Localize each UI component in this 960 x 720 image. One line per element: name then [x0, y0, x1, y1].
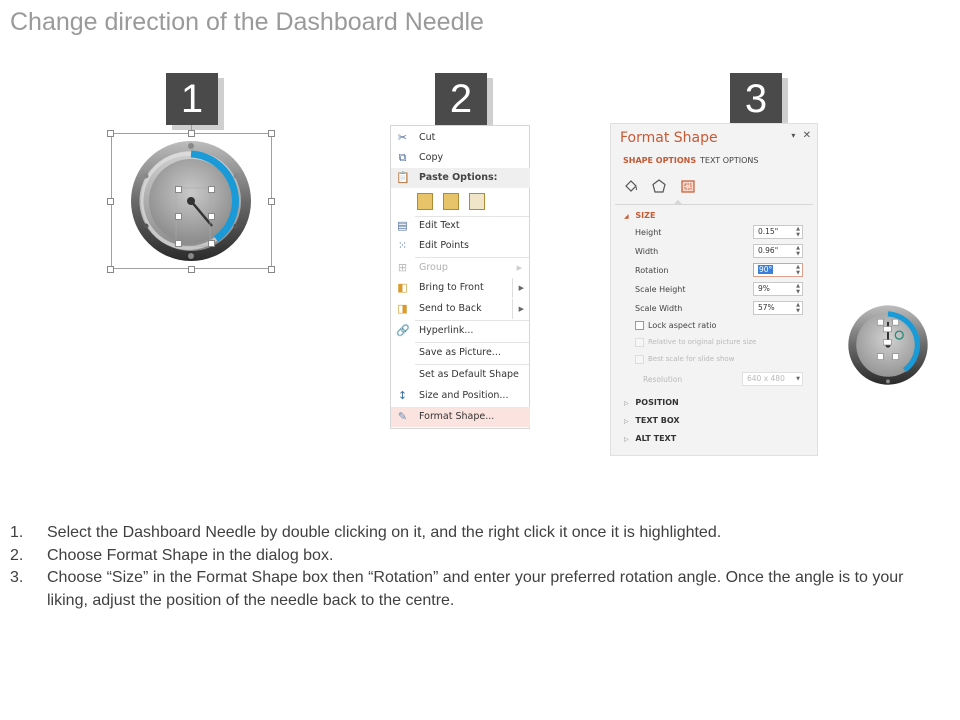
pane-controls: [791, 130, 811, 141]
menu-item-save-as-picture[interactable]: [391, 343, 530, 363]
section-text-box-header[interactable]: [624, 416, 680, 425]
paste-use-destination-icon[interactable]: [443, 193, 459, 210]
width-label: Width: [635, 247, 659, 256]
pane-options-dropdown-icon[interactable]: ▾: [791, 131, 796, 140]
menu-item-edit-text[interactable]: [391, 216, 530, 236]
step-badge-1: 1: [166, 73, 218, 125]
height-input[interactable]: [753, 225, 803, 239]
best-scale-label: Best scale for slide show: [648, 355, 735, 363]
resize-handle-e[interactable]: [268, 198, 275, 205]
resize-handle-se[interactable]: [268, 266, 275, 273]
hyperlink-icon: 🔗: [396, 324, 410, 337]
gauge-rotated-result-icon: [845, 302, 931, 388]
menu-item-label: Size and Position...: [419, 390, 509, 401]
effects-pentagon-icon[interactable]: [651, 178, 667, 194]
instruction-item: [10, 522, 940, 545]
resolution-dropdown[interactable]: [742, 372, 803, 386]
menu-item-send-to-back[interactable]: [391, 299, 530, 319]
needle-handle[interactable]: [175, 213, 182, 220]
section-alt-text-header[interactable]: [624, 434, 676, 443]
resize-handle-sw[interactable]: [107, 266, 114, 273]
resize-handle-s[interactable]: [188, 266, 195, 273]
spinner-arrows-icon[interactable]: ▲ ▼: [796, 264, 800, 276]
resize-handle-ne[interactable]: [268, 130, 275, 137]
collapse-icon: ◢: [624, 213, 629, 220]
instruction-text: Select the Dashboard Needle by double clicking on it, and the right click it once it is highlighted.: [47, 524, 722, 541]
send-to-back-icon: ◨: [397, 302, 408, 315]
menu-item-set-default-shape[interactable]: [391, 365, 530, 385]
resize-handle-n[interactable]: [188, 130, 195, 137]
menu-item-cut[interactable]: [391, 128, 530, 148]
menu-item-group[interactable]: [391, 258, 530, 278]
instruction-text: Choose “Size” in the Format Shape box then “Rotation” and enter your preferred rotation angle. Once the angle is to your liking, adjust the position of the needle back to the centre.: [47, 569, 904, 609]
chevron-down-icon: ▼: [796, 376, 800, 382]
menu-item-format-shape[interactable]: [391, 407, 530, 427]
resize-handle-nw[interactable]: [107, 130, 114, 137]
expand-icon: ▷: [624, 418, 629, 425]
rotation-label: Rotation: [635, 266, 669, 275]
menu-item-label: Group: [419, 262, 448, 273]
size-position-icon: ↕: [397, 389, 408, 402]
edit-points-icon: ⁙: [397, 239, 408, 252]
instruction-number: 3.: [10, 569, 24, 586]
relative-original-size-label: Relative to original picture size: [648, 338, 757, 346]
expand-icon: ▷: [624, 400, 629, 407]
menu-item-label: Send to Back: [419, 303, 482, 314]
section-label: ALT TEXT: [635, 434, 677, 443]
spinner-arrows-icon[interactable]: ▲ ▼: [796, 245, 800, 257]
instruction-number: 1.: [10, 524, 24, 541]
section-position-header[interactable]: [624, 398, 679, 407]
menu-header-paste-options: [391, 168, 530, 188]
expand-icon: ▷: [624, 436, 629, 443]
lock-aspect-ratio-label: Lock aspect ratio: [648, 321, 717, 330]
scale-width-label: Scale Width: [635, 304, 683, 313]
instruction-number: 2.: [10, 546, 24, 564]
tab-text-options[interactable]: TEXT OPTIONS: [700, 156, 759, 165]
menu-item-label: Set as Default Shape: [419, 369, 519, 380]
menu-item-label: Bring to Front: [419, 282, 484, 293]
format-shape-pane: [610, 123, 818, 456]
menu-item-edit-points[interactable]: [391, 236, 530, 256]
scale-width-input[interactable]: [753, 301, 803, 315]
input-value: 0.15": [758, 227, 779, 236]
needle-handle[interactable]: [175, 186, 182, 193]
input-value: 9%: [758, 284, 770, 293]
submenu-arrow-icon[interactable]: ▶: [512, 299, 524, 319]
section-label: SIZE: [635, 211, 656, 220]
scale-height-input[interactable]: [753, 282, 803, 296]
paste-options-row: [417, 191, 497, 213]
submenu-arrow-icon[interactable]: ▶: [512, 278, 524, 298]
page-title: Change direction of the Dashboard Needle: [10, 8, 484, 36]
pane-title: Format Shape: [620, 130, 718, 146]
fill-line-icon[interactable]: [623, 178, 639, 194]
section-size-header[interactable]: [624, 211, 655, 220]
paste-keep-text-icon[interactable]: [417, 193, 433, 210]
divider: [615, 204, 813, 205]
needle-handle[interactable]: [208, 240, 215, 247]
best-scale-checkbox[interactable]: [635, 355, 644, 364]
needle-handle[interactable]: [208, 213, 215, 220]
format-shape-icon: ✎: [397, 410, 408, 423]
section-label: TEXT BOX: [635, 416, 680, 425]
instruction-text: Choose Format Shape in the dialog box.: [47, 546, 334, 564]
instructions-list: [10, 522, 940, 612]
size-properties-icon[interactable]: [680, 178, 696, 194]
gauge-icon: [126, 136, 256, 266]
spinner-arrows-icon[interactable]: ▲ ▼: [796, 226, 800, 238]
menu-item-label: Edit Text: [419, 220, 460, 231]
menu-item-label: Save as Picture...: [419, 347, 501, 358]
rotation-input[interactable]: [753, 263, 803, 277]
copy-icon: ⧉: [398, 151, 407, 164]
needle-handle[interactable]: [175, 240, 182, 247]
resize-handle-w[interactable]: [107, 198, 114, 205]
spinner-arrows-icon[interactable]: ▲ ▼: [796, 302, 800, 314]
step-badge-2: 2: [435, 73, 487, 125]
instruction-item: [10, 567, 940, 612]
spinner-arrows-icon[interactable]: ▲ ▼: [796, 283, 800, 295]
instruction-item: [10, 545, 940, 568]
input-value-selected: 90°: [759, 265, 773, 274]
menu-item-label: Format Shape...: [419, 411, 495, 422]
menu-item-label: Edit Points: [419, 240, 469, 251]
menu-item-copy[interactable]: [391, 148, 530, 168]
submenu-arrow-icon: ▶: [516, 264, 522, 272]
paste-picture-icon[interactable]: [469, 193, 485, 210]
input-value: 57%: [758, 303, 775, 312]
lock-aspect-ratio-checkbox[interactable]: [635, 321, 644, 330]
step-badge-3: 3: [730, 73, 782, 125]
bring-to-front-icon: ◧: [397, 281, 408, 294]
menu-item-label: Hyperlink...: [419, 325, 474, 336]
menu-item-label: Paste Options:: [419, 172, 498, 183]
relative-original-size-checkbox[interactable]: [635, 338, 644, 347]
close-icon[interactable]: ✕: [802, 130, 811, 141]
scissors-icon: ✂: [397, 131, 408, 144]
needle-handle[interactable]: [208, 186, 215, 193]
edit-text-icon: ▤: [397, 219, 408, 232]
menu-item-bring-to-front[interactable]: [391, 278, 530, 298]
menu-item-label: Copy: [419, 152, 444, 163]
paste-icon: 📋: [396, 171, 410, 184]
menu-item-hyperlink[interactable]: [391, 321, 530, 341]
width-input[interactable]: [753, 244, 803, 258]
scale-height-label: Scale Height: [635, 285, 686, 294]
context-menu: [390, 125, 530, 429]
group-icon: ⊞: [397, 261, 408, 274]
dropdown-value: 640 x 480: [747, 374, 785, 383]
menu-item-label: Cut: [419, 132, 436, 143]
tab-shape-options[interactable]: SHAPE OPTIONS: [623, 156, 697, 165]
resolution-label: Resolution: [643, 375, 683, 384]
pane-icon-tabs: [623, 176, 813, 202]
height-label: Height: [635, 228, 662, 237]
section-label: POSITION: [635, 398, 679, 407]
input-value: 0.96": [758, 246, 779, 255]
menu-item-size-and-position[interactable]: [391, 386, 530, 406]
